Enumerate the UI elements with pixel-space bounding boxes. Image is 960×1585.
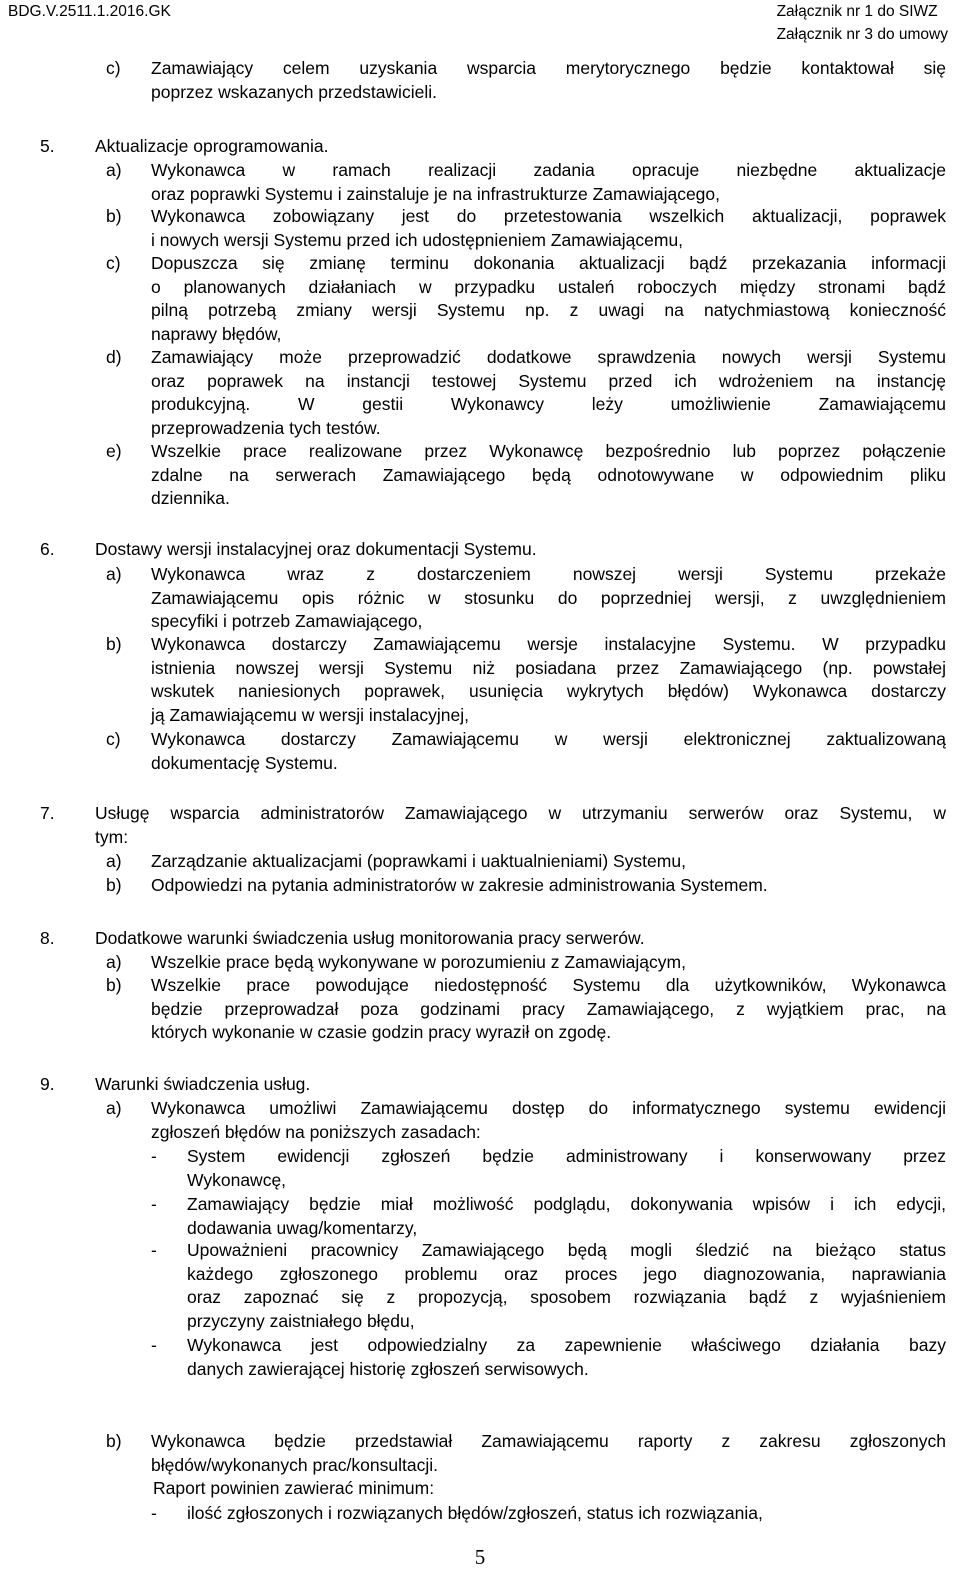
list-marker: 9. xyxy=(40,1074,55,1094)
text-line: Wszelkie prace realizowane przez Wykonawcę bezpośrednio lub poprzez połączenie xyxy=(151,441,946,461)
list-marker: 8. xyxy=(40,928,55,948)
document-reference: BDG.V.2511.1.2016.GK xyxy=(8,3,171,20)
text-line: wskutek naniesionych poprawek, usunięcia wykrytych błędów) Wykonawca dostarczy xyxy=(151,681,946,702)
text-line: każdego zgłoszonego problemu oraz proces jego diagnozowania, naprawiania xyxy=(187,1263,946,1284)
list-marker: 5. xyxy=(40,136,55,156)
list-marker: c) xyxy=(106,729,121,749)
text-line: ją Zamawiającemu w wersji instalacyjnej, xyxy=(151,704,470,725)
text-line: tym: xyxy=(95,826,129,847)
text-line: Wykonawca dostarczy Zamawiającemu w wersji elektronicznej zaktualizowaną xyxy=(151,729,946,749)
text-line: Wykonawca zobowiązany jest do przetestowania wszelkich aktualizacji, poprawek xyxy=(151,206,946,226)
text-line: Dodatkowe warunki świadczenia usług monitorowania pracy serwerów. xyxy=(95,928,645,948)
text-line: ilość zgłoszonych i rozwiązanych błędów/zgłoszeń, status ich rozwiązania, xyxy=(187,1503,763,1523)
text-line: specyfiki i potrzeb Zamawiającego, xyxy=(151,611,423,632)
text-line: oraz zapoznać się z propozycją, sposobem rozwiązania bądź z wyjaśnieniem xyxy=(187,1287,946,1308)
text-line: Upoważnieni pracownicy Zamawiającego będą mogli śledzić na bieżąco status xyxy=(187,1240,946,1260)
list-marker: b) xyxy=(106,634,122,654)
attachment-line-1: Załącznik nr 1 do SIWZ xyxy=(776,3,938,20)
text-line: Zamawiający celem uzyskania wsparcia merytorycznego będzie kontaktował się xyxy=(151,58,946,78)
text-line: Zarządzanie aktualizacjami (poprawkami i uaktualnieniami) Systemu, xyxy=(151,851,686,871)
list-marker: e) xyxy=(106,441,122,461)
text-line: naprawy błędów, xyxy=(151,323,282,344)
text-line: Raport powinien zawierać minimum: xyxy=(153,1478,435,1499)
text-line: System ewidencji zgłoszeń będzie administrowany i konserwowany przez xyxy=(187,1146,946,1166)
list-marker: b) xyxy=(106,1431,122,1451)
page-number: 5 xyxy=(474,1545,486,1569)
text-line: Dostawy wersji instalacyjnej oraz dokumentacji Systemu. xyxy=(95,539,537,559)
text-line: i nowych wersji Systemu przed ich udostępnieniem Zamawiającemu, xyxy=(151,229,684,250)
attachment-line-2: Załącznik nr 3 do umowy xyxy=(776,26,948,43)
list-marker: a) xyxy=(106,851,122,871)
text-line: Wykonawca wraz z dostarczeniem nowszej wersji Systemu przekaże xyxy=(151,564,946,584)
text-line: Zamawiającemu opis różnic w stosunku do poprzedniej wersji, z uwzględnieniem xyxy=(151,587,946,608)
list-marker: - xyxy=(151,1240,157,1260)
text-line: Wszelkie prace będą wykonywane w porozumieniu z Zamawiającym, xyxy=(151,952,686,972)
list-marker: 7. xyxy=(40,803,55,823)
list-marker: a) xyxy=(106,1098,122,1118)
list-marker: b) xyxy=(106,975,122,995)
attachment-header xyxy=(777,0,948,46)
text-line: Warunki świadczenia usług. xyxy=(95,1074,311,1094)
list-marker: c) xyxy=(106,253,121,273)
text-line: dodawania uwag/komentarzy, xyxy=(187,1217,418,1238)
text-line: dziennika. xyxy=(151,488,230,509)
text-line: Wykonawca będzie przedstawiał Zamawiającemu raporty z zakresu zgłoszonych xyxy=(151,1431,946,1451)
text-line: Zamawiający będzie miał możliwość podglądu, dokonywania wpisów i ich edycji, xyxy=(187,1194,946,1214)
text-line: Zamawiający może przeprowadzić dodatkowe sprawdzenia nowych wersji Systemu xyxy=(151,347,946,367)
text-line: których wykonanie w czasie godzin pracy wyraził on zgodę. xyxy=(151,1022,612,1043)
list-marker: - xyxy=(151,1335,157,1355)
text-line: pilną potrzebą zmiany wersji Systemu np. z uwagi na natychmiastową konieczność xyxy=(151,300,946,321)
text-line: Dopuszcza się zmianę terminu dokonania aktualizacji bądź przekazania informacji xyxy=(151,253,946,273)
text-line: Wszelkie prace powodujące niedostępność Systemu dla użytkowników, Wykonawca xyxy=(151,975,946,995)
text-line: Aktualizacje oprogramowania. xyxy=(95,136,329,156)
text-line: Wykonawca jest odpowiedzialny za zapewnienie właściwego działania bazy xyxy=(187,1335,946,1355)
text-line: oraz poprawki Systemu i zainstaluje je na infrastrukturze Zamawiającego, xyxy=(151,183,721,204)
text-line: Usługę wsparcia administratorów Zamawiającego w utrzymaniu serwerów oraz Systemu, w xyxy=(95,803,946,823)
list-marker: - xyxy=(151,1194,157,1214)
text-line: produkcyjną. W gestii Wykonawcy leży umożliwienie Zamawiającemu xyxy=(151,394,946,415)
text-line: będzie przeprowadzał poza godzinami pracy Zamawiającego, z wyjątkiem prac, na xyxy=(151,998,946,1019)
list-marker: a) xyxy=(106,564,122,584)
text-line: o planowanych działaniach w przypadku ustaleń roboczych między stronami bądź xyxy=(151,276,946,297)
list-marker: d) xyxy=(106,347,122,367)
text-line: poprzez wskazanych przedstawicieli. xyxy=(151,81,437,102)
text-line: Wykonawca w ramach realizacji zadania opracuje niezbędne aktualizacje xyxy=(151,160,946,180)
text-line: przeprowadzenia tych testów. xyxy=(151,417,381,438)
list-marker: - xyxy=(151,1503,157,1523)
text-line: zdalne na serwerach Zamawiającego będą odnotowywane w odpowiednim pliku xyxy=(151,464,946,485)
text-line: przyczyny zaistniałego błędu, xyxy=(187,1310,415,1331)
text-line: dokumentację Systemu. xyxy=(151,752,338,773)
text-line: istnienia nowszej wersji Systemu niż posiadana przez Zamawiającego (np. powstałej xyxy=(151,657,946,678)
text-line: danych zawierającej historię zgłoszeń serwisowych. xyxy=(187,1358,589,1379)
list-marker: c) xyxy=(106,58,121,78)
list-marker: b) xyxy=(106,875,122,895)
text-line: zgłoszeń błędów na poniższych zasadach: xyxy=(151,1121,481,1142)
text-line: błędów/wykonanych prac/konsultacji. xyxy=(151,1454,438,1475)
text-line: Wykonawca umożliwi Zamawiającemu dostęp do informatycznego systemu ewidencji xyxy=(151,1098,946,1118)
list-marker: 6. xyxy=(40,539,55,559)
list-marker: b) xyxy=(106,206,122,226)
list-marker: a) xyxy=(106,952,122,972)
list-marker: - xyxy=(151,1146,157,1166)
text-line: Wykonawca dostarczy Zamawiającemu wersje instalacyjne Systemu. W przypadku xyxy=(151,634,946,654)
list-marker: a) xyxy=(106,160,122,180)
text-line: Wykonawcę, xyxy=(187,1169,287,1190)
text-line: Odpowiedzi na pytania administratorów w zakresie administrowania Systemem. xyxy=(151,875,768,895)
text-line: oraz poprawek na instancji testowej Systemu przed ich wdrożeniem na instancję xyxy=(151,370,946,391)
